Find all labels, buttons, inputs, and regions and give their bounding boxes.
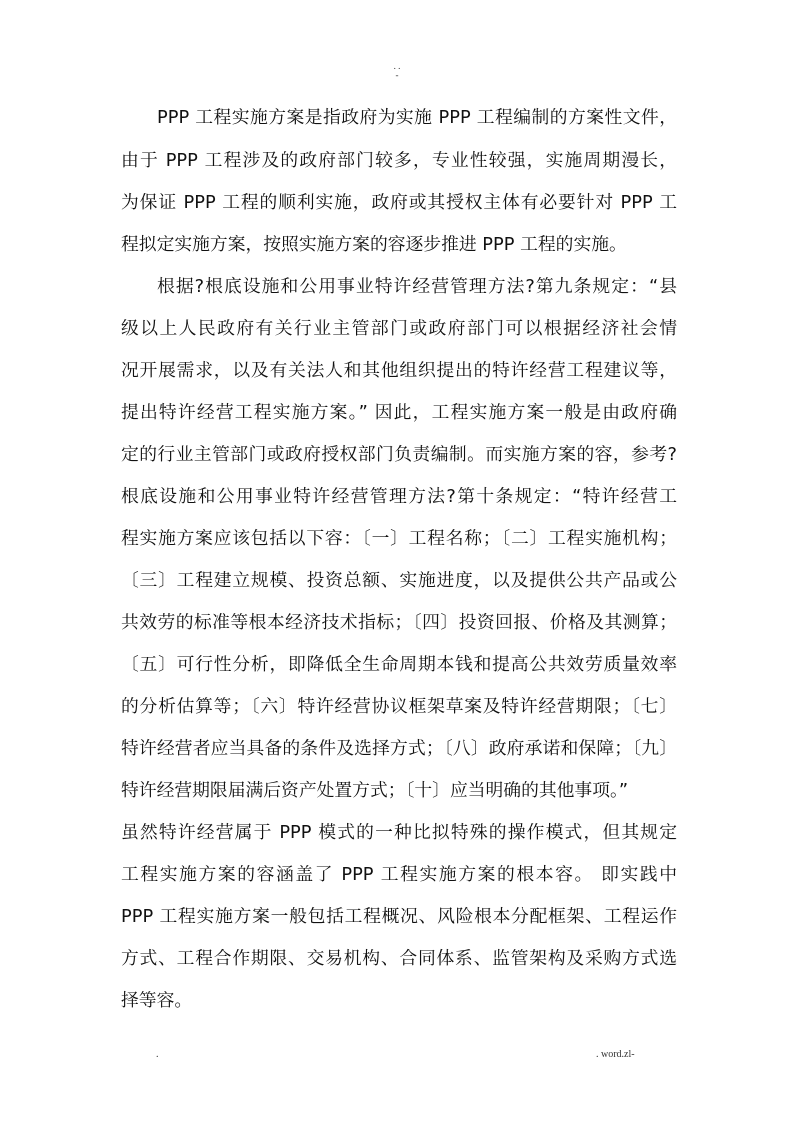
paragraph-line: 方式、工程合作期限、交易机构、合同体系、监管架构及采购方式选 — [121, 948, 677, 969]
paragraph-line: 根底设施和公用事业特许经营管理方法?第十条规定：“特许经营工 — [121, 486, 677, 507]
paragraph-line: PPP 工程实施方案一般包括工程概况、风险根本分配框架、工程运作 — [121, 906, 677, 927]
footer-watermark: . word.zl- — [596, 1049, 635, 1060]
paragraph-line: 程拟定实施方案，按照实施方案的容逐步推进 PPP 工程的实施。 — [121, 234, 627, 255]
paragraph-line: 共效劳的标准等根本经济技术指标；〔四〕投资回报、价格及其测算； — [121, 612, 677, 633]
paragraph-line: 根据?根底设施和公用事业特许经营管理方法?第九条规定：“县 — [157, 276, 677, 297]
paragraph-line: 定的行业主管部门或政府授权部门负责编制。而实施方案的容，参考? — [121, 444, 677, 465]
paragraph-line: 虽然特许经营属于 PPP 模式的一种比拟特殊的操作模式，但其规定 — [121, 822, 677, 843]
paragraph-line: 提出特许经营工程实施方案。” 因此，工程实施方案一般是由政府确 — [121, 402, 677, 423]
footer-left-mark: . — [156, 1049, 159, 1060]
paragraph-line: 特许经营期限届满后资产处置方式；〔十〕应当明确的其他事项。” — [121, 780, 629, 801]
paragraph-line: 况开展需求，以及有关法人和其他组织提出的特许经营工程建议等， — [121, 360, 677, 381]
paragraph-line: 的分析估算等；〔六〕特许经营协议框架草案及特许经营期限；〔七〕 — [121, 696, 677, 717]
paragraph-line: 〔三〕工程建立规模、投资总额、实施进度，以及提供公共产品或公 — [121, 570, 677, 591]
paragraph-line: PPP 工程实施方案是指政府为实施 PPP 工程编制的方案性文件， — [157, 107, 677, 128]
paragraph-line: 由于 PPP 工程涉及的政府部门较多，专业性较强，实施周期漫长， — [121, 150, 677, 171]
paragraph-line: 程实施方案应该包括以下容：〔一〕工程名称；〔二〕工程实施机构； — [121, 528, 677, 549]
paragraph-line: 级以上人民政府有关行业主管部门或政府部门可以根据经济社会情 — [121, 318, 677, 339]
paragraph-line: 为保证 PPP 工程的顺利实施，政府或其授权主体有必要针对 PPP 工 — [121, 192, 677, 213]
paragraph-line: 择等容。 — [121, 990, 193, 1011]
paragraph-line: 特许经营者应当具备的条件及选择方式；〔八〕政府承诺和保障；〔九〕 — [121, 738, 677, 759]
page-header-mark: . . - — [393, 61, 401, 80]
paragraph-line: 〔五〕可行性分析，即降低全生命周期本钱和提高公共效劳质量效率 — [121, 654, 677, 675]
paragraph-line: 工程实施方案的容涵盖了 PPP 工程实施方案的根本容。 即实践中 — [121, 864, 677, 885]
